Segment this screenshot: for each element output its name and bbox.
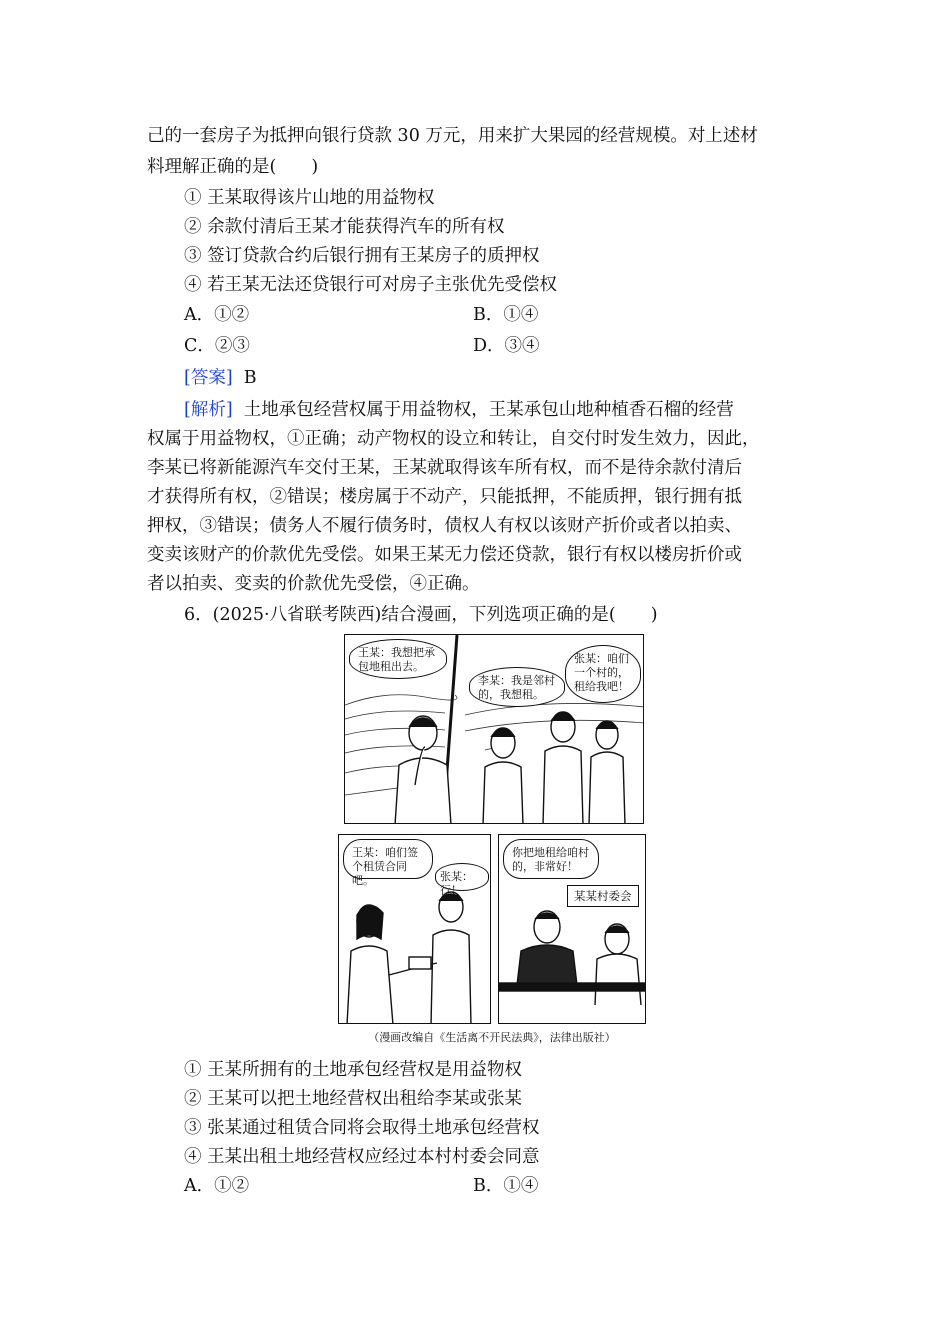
bubble-zhang-rent: 张某：咱们一个村的，租给我吧！ [565,645,641,703]
answer-value: B [243,368,257,388]
q5-answer [184,364,257,393]
q6-statement-2: ② 王某可以把土地经营权出租给李某或张某 [184,1089,523,1109]
comic-panel-committee [498,834,646,1024]
answer-tag: [答案] [184,368,233,388]
q5-analysis-line6: 变卖该财产的价款优先受偿。如果王某无力偿还贷款，银行有权以楼房折价或 [147,545,742,565]
q5-statement-4: ④ 若王某无法还贷银行可对房子主张优先受偿权 [184,275,558,295]
village-committee-sign: 某某村委会 [567,885,639,907]
q5-option-a: A．①② [184,305,250,325]
q5-analysis-line4: 才获得所有权，②错误；楼房属于不动产，只能抵押，不能质押，银行拥有抵 [147,487,742,507]
q5-statement-3: ③ 签订贷款合约后银行拥有王某房子的质押权 [184,246,540,266]
bubble-committee: 你把地租给咱村的，非常好！ [503,839,599,879]
q5-stem-line2: 料理解正确的是( ) [147,157,319,177]
bubble-li-rent: 李某：我是邻村的，我想租。 [469,667,565,707]
analysis-tag: [解析] [184,400,233,420]
q6-stem: 6．(2025·八省联考陕西)结合漫画，下列选项正确的是( ) [184,605,658,625]
q5-analysis-line3: 李某已将新能源汽车交付王某，王某就取得该车所有权，而不是待余款付清后 [147,458,742,478]
bubble-zhang-ok: 张某：行！ [435,863,489,891]
q5-option-b: B．①④ [473,305,539,325]
q6-option-a: A．①② [184,1176,250,1196]
comic-caption: （漫画改编自《生活离不开民法典》，法律出版社） [368,1031,616,1044]
bubble-wang-contract: 王某：咱们签个租赁合同吧。 [343,839,433,879]
q5-statement-2: ② 余款付清后王某才能获得汽车的所有权 [184,217,505,237]
comic-panel-contract [338,834,491,1024]
q5-statement-1: ① 王某取得该片山地的用益物权 [184,188,435,208]
q5-analysis-line1 [184,396,734,425]
q5-option-d: D．③④ [473,336,540,356]
q5-analysis-line7: 者以拍卖、变卖的价款优先受偿，④正确。 [147,574,480,594]
comic-panel-top [344,634,644,824]
q5-option-c: C．②③ [184,336,250,356]
q6-statement-1: ① 王某所拥有的土地承包经营权是用益物权 [184,1060,523,1080]
q6-option-b: B．①④ [473,1176,539,1196]
q5-analysis-line2: 权属于用益物权，①正确；动产物权的设立和转让，自交付时发生效力，因此， [147,429,760,449]
q5-analysis-line5: 押权，③错误；债务人不履行债务时，债权人有权以该财产折价或者以拍卖、 [147,516,742,536]
q6-statement-3: ③ 张某通过租赁合同将会取得土地承包经营权 [184,1118,540,1138]
comic-illustration [338,632,646,1052]
bubble-wang-rent: 王某：我想把承包地租出去。 [349,639,447,679]
q5-stem-line1: 己的一套房子为抵押向银行贷款 30 万元，用来扩大果园的经营规模。对上述材 [147,126,758,146]
analysis-text: 土地承包经营权属于用益物权，王某承包山地种植香石榴的经营 [243,400,734,420]
q6-statement-4: ④ 王某出租土地经营权应经过本村村委会同意 [184,1147,540,1167]
